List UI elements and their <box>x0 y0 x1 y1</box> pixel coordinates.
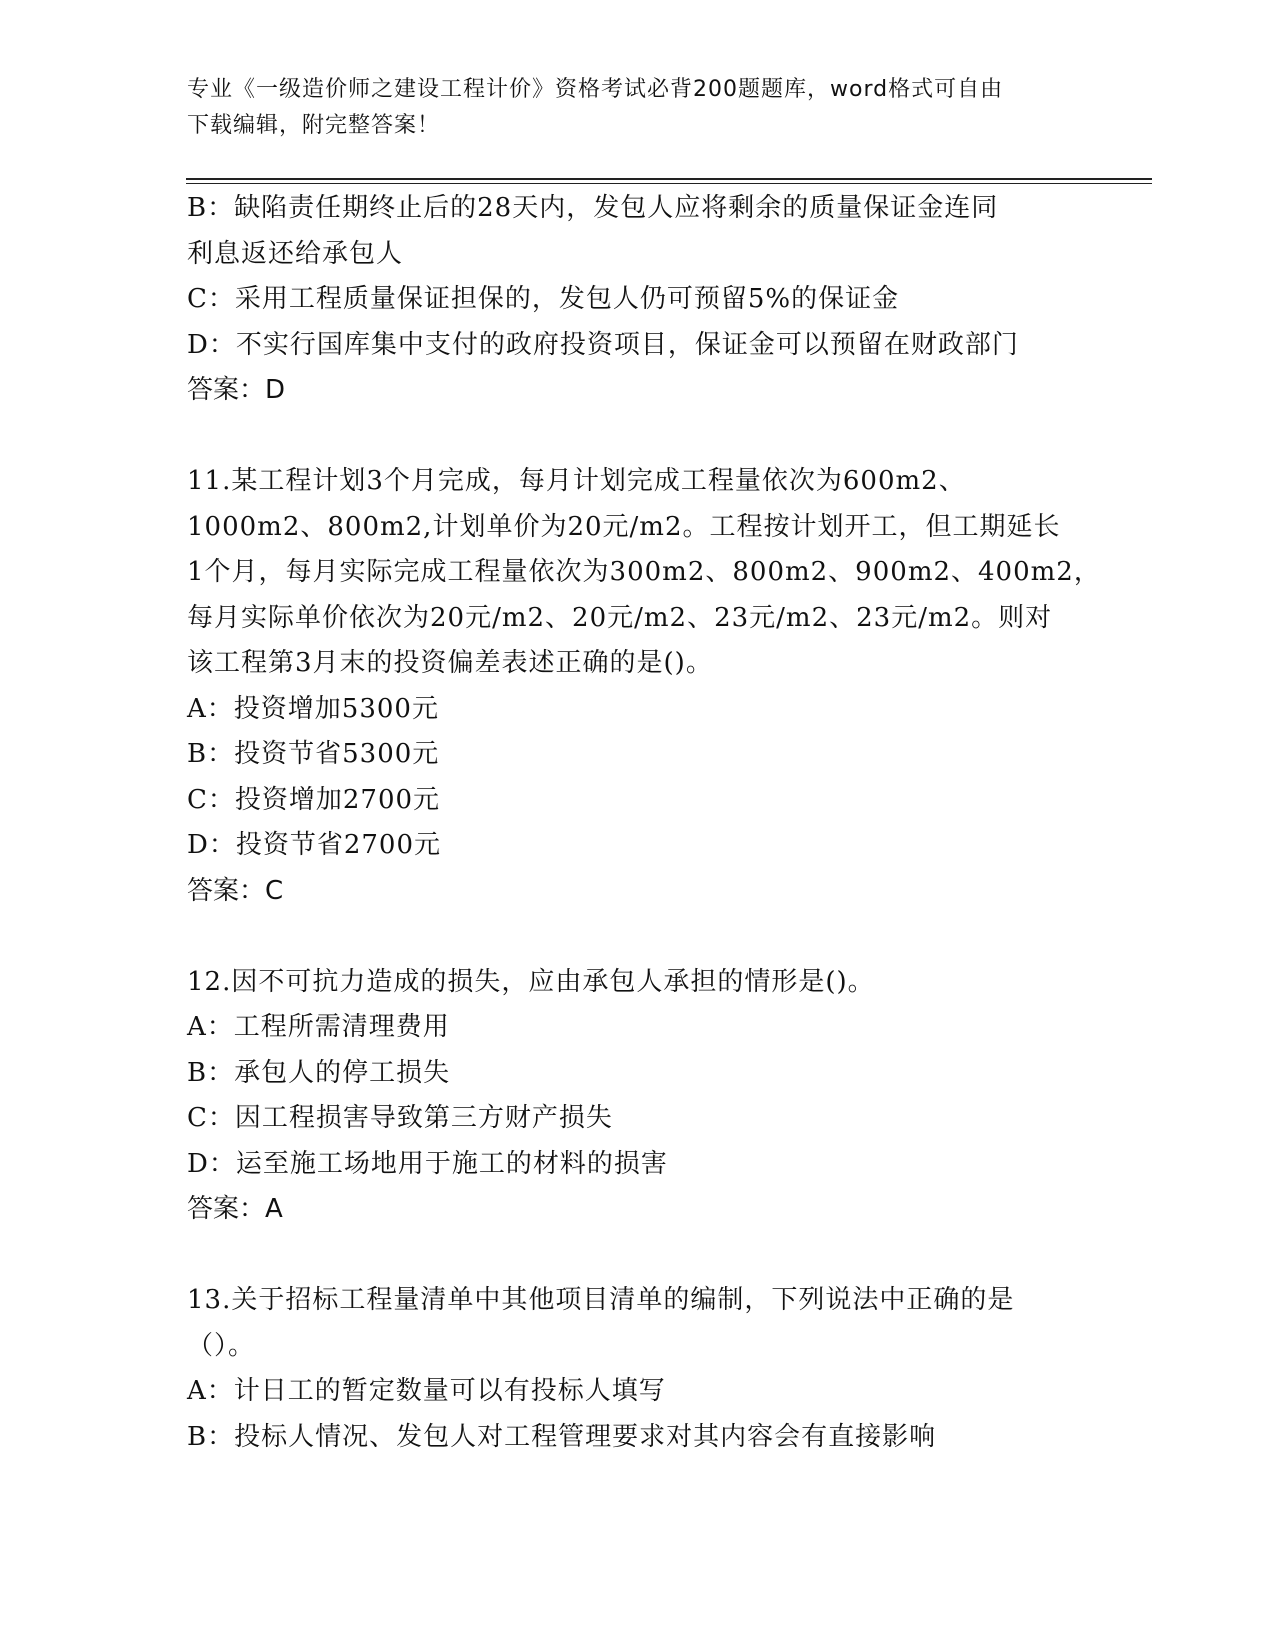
q11-stem-line-3: 1个月，每月实际完成工程量依次为300m2、800m2、900m2、400m2， <box>187 557 1101 587</box>
spacer <box>187 1233 1087 1279</box>
q11-stem-line-2: 1000m2、800m2,计划单价为20元/m2。工程按计划开工，但工期延长 <box>187 511 1061 542</box>
spacer <box>187 914 1087 960</box>
q10-option-c: C：采用工程质量保证担保的，发包人仍可预留5%的保证金 <box>187 284 900 314</box>
q10-answer: 答案：D <box>187 375 286 405</box>
q11-stem-line-1: 11.某工程计划3个月完成，每月计划完成工程量依次为600m2、 <box>187 466 966 496</box>
q12-option-d: D：运至施工场地用于施工的材料的损害 <box>187 1148 668 1179</box>
document-body <box>187 186 1101 1460</box>
q12-stem-line-1: 12.因不可抗力造成的损失，应由承包人承担的情形是()。 <box>187 966 875 997</box>
question-10-continued <box>187 186 1087 414</box>
q12-option-a: A：工程所需清理费用 <box>187 1012 450 1042</box>
q13-stem-line-1: 13.关于招标工程量清单中其他项目清单的编制，下列说法中正确的是 <box>187 1285 1015 1315</box>
q11-answer: 答案：C <box>187 875 284 906</box>
q10-option-b-line-2: 利息返还给承包人 <box>187 238 404 269</box>
header-divider-thin <box>186 183 1152 184</box>
q12-option-c: C：因工程损害导致第三方财产损失 <box>187 1103 613 1133</box>
q12-option-b: B：承包人的停工损失 <box>187 1057 451 1088</box>
q13-option-a: A：计日工的暂定数量可以有投标人填写 <box>187 1376 666 1406</box>
q10-option-d: D：不实行国库集中支付的政府投资项目，保证金可以预留在财政部门 <box>187 329 1019 360</box>
q11-option-c: C：投资增加2700元 <box>187 784 441 815</box>
q11-stem-line-4: 每月实际单价依次为20元/m2、20元/m2、23元/m2、23元/m2。则对 <box>187 602 1053 633</box>
q11-stem-line-5: 该工程第3月末的投资偏差表述正确的是()。 <box>187 648 713 678</box>
question-13 <box>187 1278 1087 1460</box>
spacer <box>187 414 1087 460</box>
q13-option-b: B：投标人情况、发包人对工程管理要求对其内容会有直接影响 <box>187 1421 937 1452</box>
q11-option-d: D：投资节省2700元 <box>187 830 442 860</box>
q11-option-b: B：投资节省5300元 <box>187 739 440 769</box>
q13-stem-line-2: （）。 <box>187 1330 256 1361</box>
document-header <box>187 72 1067 144</box>
header-line-2: 下载编辑，附完整答案！ <box>187 113 441 138</box>
q10-option-b-line-1: B：缺陷责任期终止后的28天内，发包人应将剩余的质量保证金连同 <box>187 193 999 223</box>
header-line-1: 专业《一级造价师之建设工程计价》资格考试必背200题题库，word格式可自由 <box>187 77 1004 102</box>
question-11 <box>187 459 1101 914</box>
q11-option-a: A：投资增加5300元 <box>187 693 439 724</box>
question-12 <box>187 960 1087 1233</box>
header-divider-thick <box>186 178 1152 180</box>
q12-answer: 答案：A <box>187 1194 283 1224</box>
